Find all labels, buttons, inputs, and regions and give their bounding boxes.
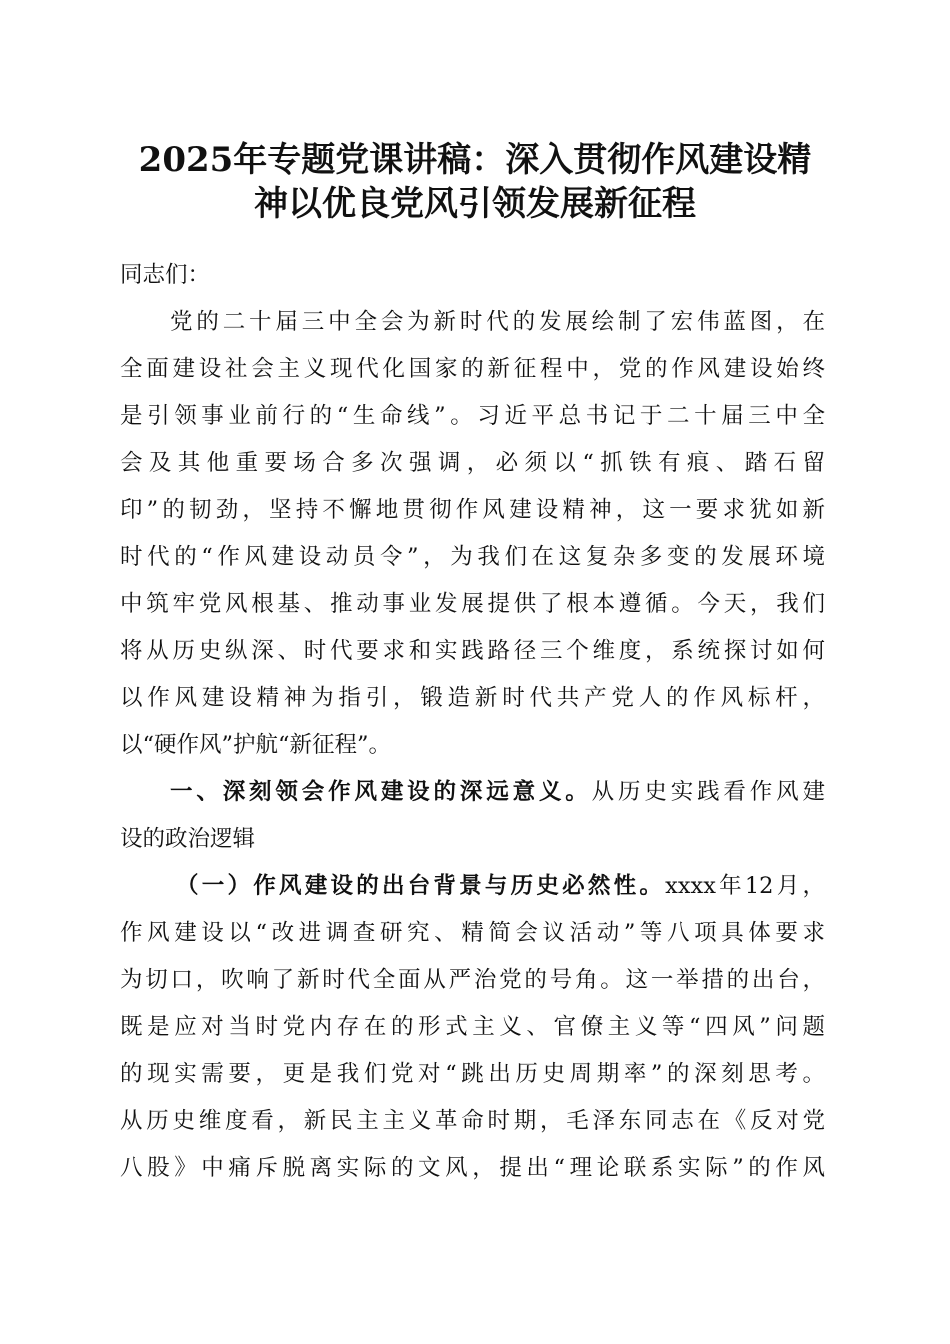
- document-title-line-2: 神以优良党风引领发展新征程: [254, 184, 696, 224]
- subsection-body-line: 既是应对当时党内存在的形式主义、官僚主义等“四风”问题: [120, 1014, 825, 1040]
- section-heading-rest: 从历史实践看作风建: [591, 779, 825, 805]
- section-heading-bold: 一、深刻领会作风建设的深远意义。: [170, 779, 592, 805]
- document-title-line-1: 2025年专题党课讲稿：深入贯彻作风建设精: [138, 140, 812, 180]
- intro-line: 将从历史纵深、时代要求和实践路径三个维度，系统探讨如何: [120, 638, 825, 664]
- intro-line: 印”的韧劲，坚持不懈地贯彻作风建设精神，这一要求犹如新: [120, 497, 825, 523]
- subsection-body-line: 八股》中痛斥脱离实际的文风，提出“理论联系实际”的作风: [120, 1155, 825, 1181]
- intro-line: 以“硬作风”护航“新征程”。: [120, 732, 392, 758]
- intro-line: 会及其他重要场合多次强调，必须以“抓铁有痕、踏石留: [120, 450, 825, 476]
- intro-line: 中筑牢党风根基、推动事业发展提供了根本遵循。今天，我们: [120, 591, 825, 617]
- intro-line: 以作风建设精神为指引，锻造新时代共产党人的作风标杆，: [120, 685, 825, 711]
- intro-line: 党的二十届三中全会为新时代的发展绘制了宏伟蓝图，在: [170, 309, 825, 335]
- subsection-body-line: 为切口，吹响了新时代全面从严治党的号角。这一举措的出台，: [120, 967, 825, 993]
- document-body: [120, 252, 825, 1192]
- salutation: 同志们：: [120, 262, 211, 288]
- subsection-heading-line: [120, 863, 825, 910]
- subsection-heading-rest: xxxx年12月，: [665, 873, 825, 899]
- intro-line: 全面建设社会主义现代化国家的新征程中，党的作风建设始终: [120, 356, 825, 382]
- subsection-body-line: 作风建设以“改进调查研究、精简会议活动”等八项具体要求: [120, 920, 825, 946]
- intro-line: 时代的“作风建设动员令”，为我们在这复杂多变的发展环境: [120, 544, 825, 570]
- subsection-body-line: 从历史维度看，新民主主义革命时期，毛泽东同志在《反对党: [120, 1108, 825, 1134]
- subsection-heading-bold: （一）作风建设的出台背景与历史必然性。: [176, 873, 666, 899]
- intro-line: 是引领事业前行的“生命线”。习近平总书记于二十届三中全: [120, 403, 825, 429]
- section-heading-continuation: 设的政治逻辑: [120, 826, 256, 852]
- subsection-body-line: 的现实需要，更是我们党对“跳出历史周期率”的深刻思考。: [120, 1061, 825, 1087]
- section-heading-line: [120, 769, 825, 816]
